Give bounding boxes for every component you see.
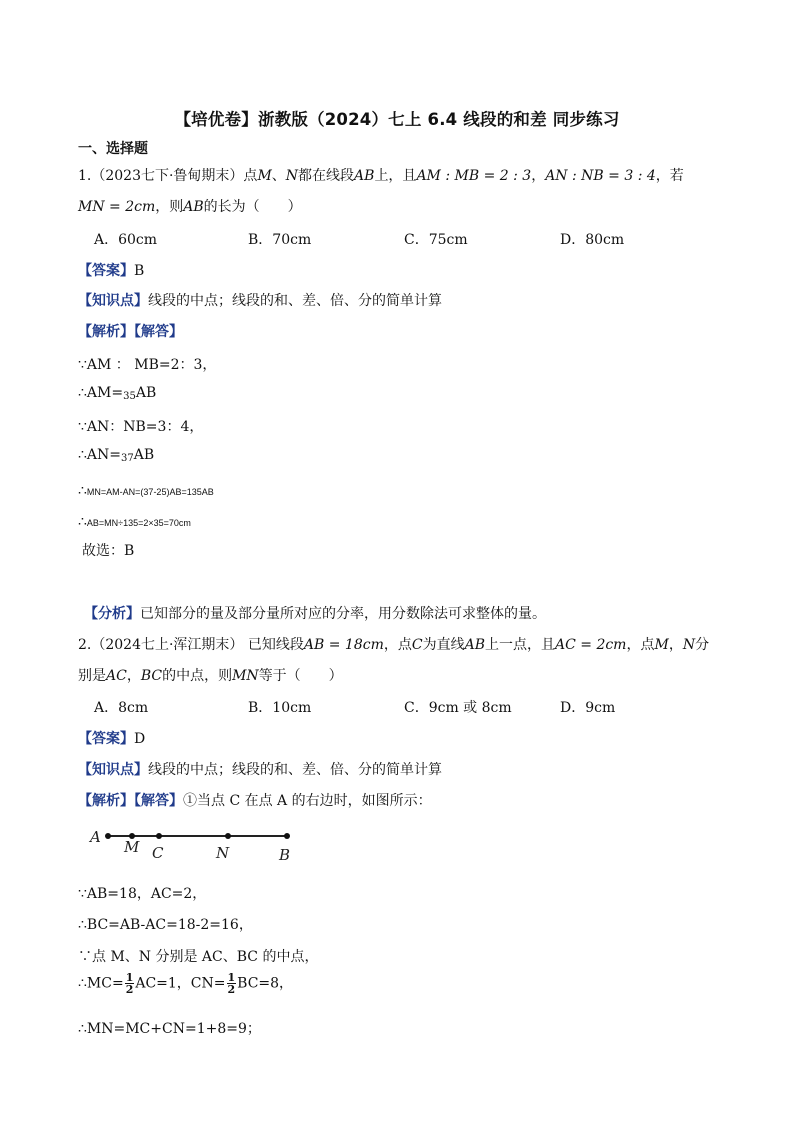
point-a-dot [105,833,111,839]
q2-option-b[interactable]: B．10cm [248,700,312,716]
q1-point-m: M [257,168,272,184]
q2-ab-given: AB = 18cm [303,637,384,653]
label-c: C [152,844,164,862]
q2-step-4-b: AC=1，CN= [135,975,226,992]
analysis-tag-2: 【解析】【解答】 [78,793,183,809]
q1-kp-text: 线段的中点；线段的和、差、倍、分的简单计算 [148,293,442,309]
q2-segment-bc: BC [140,668,163,684]
q1-comma: ， [531,168,546,184]
q2-analysis [78,790,432,810]
q2-text-d: 上一点，且 [484,637,555,653]
q1-step-6 [78,511,191,530]
q1-answer [78,260,144,280]
q1-point-n: N [285,168,299,184]
q1-step-2-a: ∴AM= [78,385,124,401]
label-n: N [216,844,230,862]
q1-step-3: ∵AN：NB=3：4， [78,419,204,435]
q1-answer-value: B [134,263,145,279]
q1-knowledge-point [78,290,442,310]
q2-segment-mn: MN [232,668,259,684]
q1-step-2-sub: 35 [123,391,136,402]
q1-text-c: 上，且 [374,168,417,184]
q2-answer-value: D [134,731,146,747]
point-c-dot [156,833,162,839]
q2-point-n: N [682,637,696,653]
half-fraction-2 [227,972,237,995]
label-a: A [90,828,101,846]
q2-step-1: ∵AB=18，AC=2， [78,886,207,902]
q1-text-f: 的长为（ ） [203,199,302,215]
q1-option-a[interactable]: A．60cm [94,232,158,248]
q2-text-f: 分 [695,637,710,653]
frac-num-2: 1 [227,971,236,984]
frac-num: 1 [125,971,134,984]
section-heading: 一、选择题 [78,141,148,157]
q1-segment-ab: AB [354,168,375,184]
q1-source: 1.（2023七下·鲁甸期末）点 [78,168,258,184]
q2-line-ab: AB [464,637,485,653]
q1-segment-ab-2: AB [183,199,204,215]
q2-knowledge-point [78,759,442,779]
q1-analysis-tag [78,321,183,341]
label-b: B [279,846,291,864]
q1-step-5-sym: ∴ [78,483,87,499]
q1-analysis-note [84,603,546,623]
q2-step-2: ∴BC=AB-AC=18-2=16， [78,917,253,933]
q1-step-4-a: ∴AN= [78,447,121,463]
kp-tag: 【知识点】 [78,293,148,309]
frac-den: 2 [125,983,134,996]
q1-step-5 [78,480,214,499]
q1-step-2 [78,385,156,402]
q2-source: 2.（2024七上·浑江期末） 已知线段 [78,637,304,653]
q1-text-e: ，则 [155,199,184,215]
q1-step-4 [78,447,154,464]
q1-mn-given: MN = 2cm [78,199,156,215]
point-b-dot [284,833,290,839]
kp-tag-2: 【知识点】 [78,762,148,778]
q2-text-b: ，点 [383,637,412,653]
q2-text-g: 别是 [78,668,106,684]
q1-option-b[interactable]: B．70cm [248,232,312,248]
q1-step-6-text: AB=MN÷135=2×35=70cm [86,518,191,528]
q1-step-1: ∵AM ： MB=2：3， [78,357,217,373]
q2-segment-figure [86,822,306,866]
q2-text-i: 等于（ ） [258,668,343,684]
q2-comma-2: ， [126,668,141,684]
q2-option-a[interactable]: A．8cm [94,700,149,716]
q1-fx-text: 已知部分的量及部分量所对应的分率，用分数除法可求整体的量。 [140,606,546,622]
q2-option-c[interactable]: C．9cm 或 8cm [404,700,512,716]
q2-text-h: 的中点，则 [162,668,233,684]
q1-step-5-text: MN=AM-AN=(37-25)AB=135AB [86,487,214,497]
q2-stem-line2 [78,665,343,685]
label-m: M [124,838,140,856]
answer-tag: 【答案】 [78,263,134,279]
answer-tag-2: 【答案】 [78,731,134,747]
q1-sep: 、 [271,168,286,184]
q2-case1-text: ①当点 C 在点 A 的右边时，如图所示： [183,793,432,809]
q1-choose: 故选：B [82,543,135,559]
q2-step-4-a: ∴MC= [78,975,124,992]
q1-step-4-b: AB [133,447,155,463]
q2-text-c: 为直线 [422,637,465,653]
q1-step-4-sub: 37 [121,453,134,464]
frac-den-2: 2 [227,983,236,996]
analysis-tag: 【解析】【解答】 [78,324,183,340]
q2-answer [78,728,145,748]
q1-text-b: 都在线段 [298,168,355,184]
q1-option-d[interactable]: D．80cm [560,232,625,248]
q1-step-2-b: AB [135,385,157,401]
q2-ac-given: AC = 2cm [554,637,627,653]
q2-kp-text: 线段的中点；线段的和、差、倍、分的简单计算 [148,762,442,778]
q2-point-c: C [411,637,423,653]
q1-option-c[interactable]: C．75cm [404,232,468,248]
q2-step-5: ∴MN=MC+CN=1+8=9； [78,1021,261,1037]
q2-step-4 [78,972,293,995]
q2-comma: ， [668,637,683,653]
q1-stem-line1 [78,165,684,185]
q2-point-m: M [654,637,669,653]
q1-ratio-am-mb: AM : MB = 2 : 3 [416,168,532,184]
q2-segment-ac: AC [106,668,127,684]
q2-option-d[interactable]: D．9cm [560,700,616,716]
fx-tag: 【分析】 [84,606,140,622]
q1-ratio-an-nb: AN : NB = 3 : 4 [545,168,656,184]
q1-step-6-sym: ∴ [78,514,87,530]
q2-text-e: ，点 [626,637,655,653]
half-fraction [125,972,135,995]
q1-text-d: ，若 [655,168,684,184]
page-title: 【培优卷】浙教版（2024）七上 6.4 线段的和差 同步练习 [174,110,620,129]
q1-stem-line2 [78,196,302,216]
q2-step-3: ∵点 M、N 分别是 AC、BC 的中点， [78,949,319,965]
q2-stem-line1 [78,634,709,654]
point-n-dot [225,833,231,839]
q2-step-4-c: BC=8， [237,975,294,992]
